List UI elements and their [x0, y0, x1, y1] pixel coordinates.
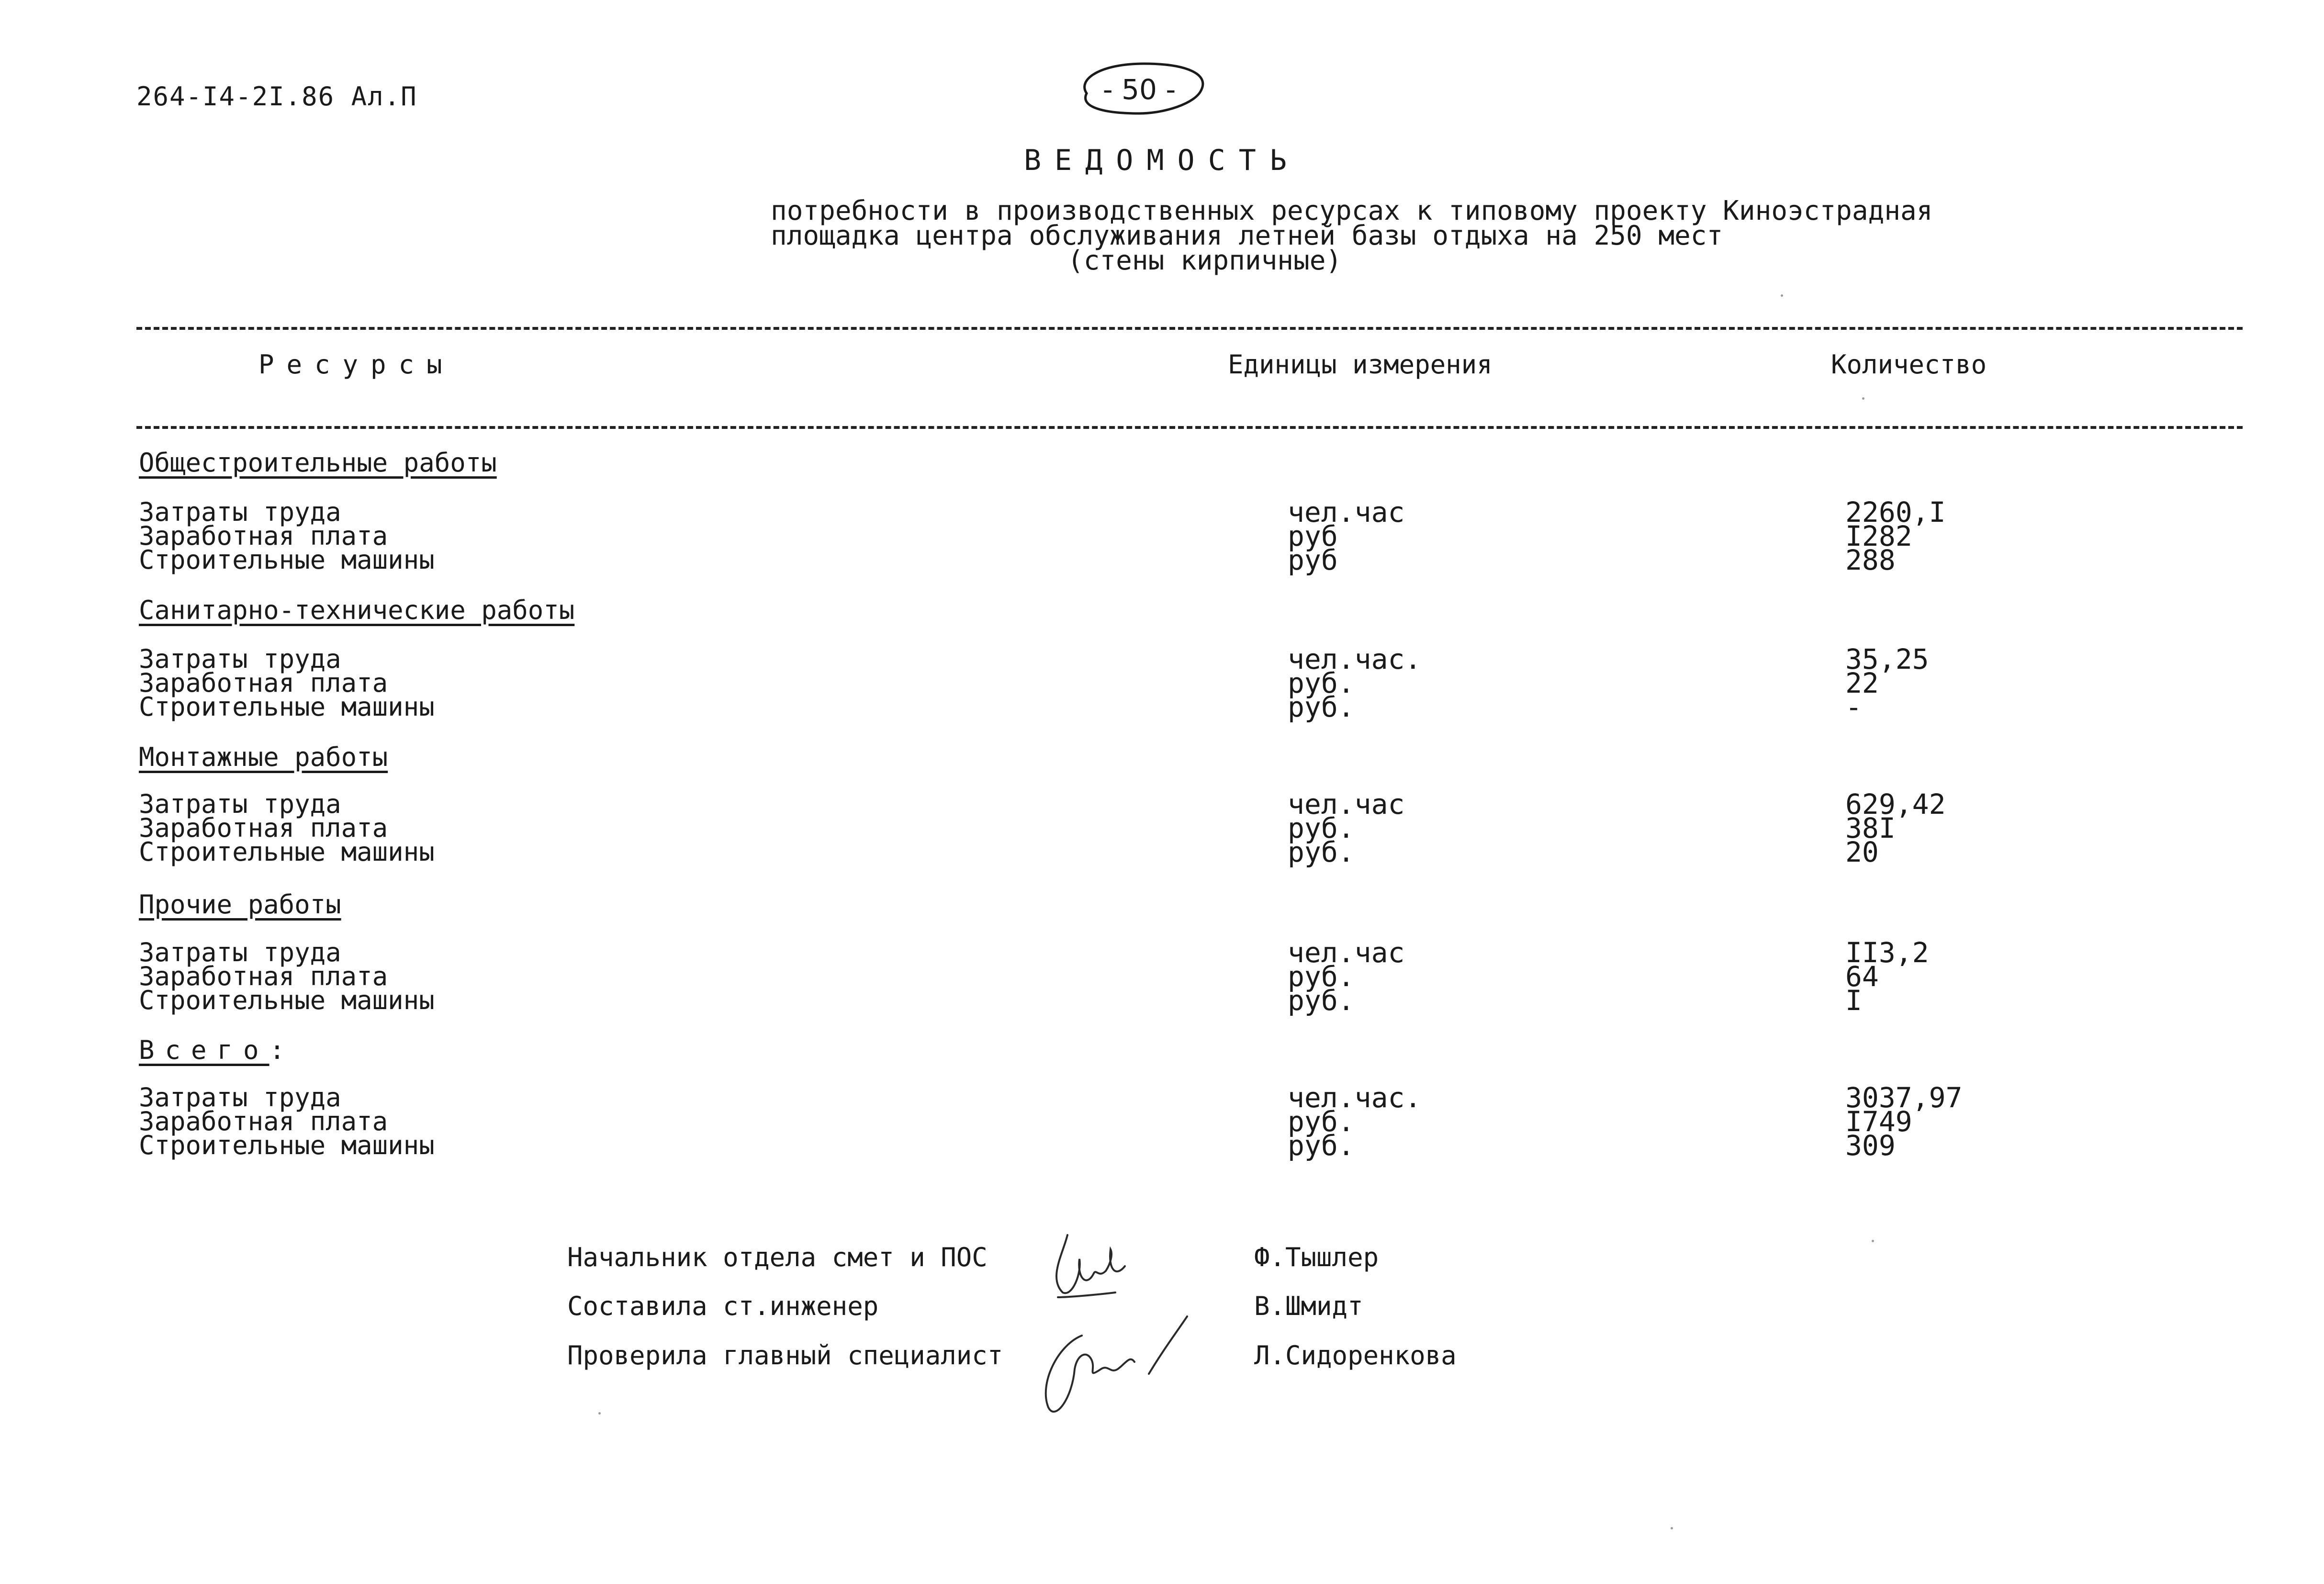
row-unit: руб. [1288, 667, 1355, 699]
row-unit: чел.час. [1288, 1081, 1422, 1114]
subtitle-line-2: площадка центра обслуживания летней базы отдыха на 250 мест [771, 220, 1723, 251]
section-row-units [1288, 936, 1405, 1017]
row-name: Заработная плата [139, 668, 388, 698]
section-row-units [1288, 1081, 1422, 1162]
section-title: Всего [139, 1035, 269, 1065]
section-title: Общестроительные работы [139, 448, 497, 478]
document-code: 264-I4-2I.86 Ал.П [136, 81, 417, 112]
section-row-quantities [1845, 496, 1946, 576]
row-unit: руб. [1288, 812, 1355, 844]
scan-speck [1872, 1240, 1874, 1242]
row-quantity: 64 [1845, 960, 1879, 993]
row-quantity: 2260,I [1845, 496, 1946, 528]
signatory-role: Составила ст.инженер [567, 1291, 879, 1321]
section-row-units [1288, 643, 1422, 723]
section-title: Монтажные работы [139, 742, 388, 772]
handwritten-signature [1029, 1225, 1211, 1427]
section-row-quantities [1845, 936, 1929, 1017]
row-unit: руб. [1288, 1129, 1355, 1162]
section-row-quantities [1845, 788, 1946, 868]
scan-speck [598, 1412, 601, 1415]
row-name: Строительные машины [139, 1130, 435, 1160]
row-name: Заработная плата [139, 521, 388, 551]
row-quantity: 629,42 [1845, 788, 1946, 820]
row-unit: руб [1288, 544, 1338, 576]
section-row-names [139, 789, 435, 867]
row-name: Затраты труда [139, 1082, 341, 1112]
row-name: Затраты труда [139, 644, 341, 674]
scan-speck [1781, 294, 1783, 297]
row-quantity: 22 [1845, 667, 1879, 699]
row-quantity: - [1845, 691, 1862, 723]
section-row-quantities [1845, 1081, 1963, 1162]
row-unit: чел.час [1288, 936, 1405, 969]
row-name: Строительные машины [139, 837, 435, 867]
row-quantity: I282 [1845, 520, 1912, 552]
section-row-units [1288, 788, 1405, 868]
total-section-header [139, 1035, 285, 1065]
scan-speck [1671, 1527, 1673, 1529]
section-title: Прочие работы [139, 889, 341, 920]
table-top-divider [136, 327, 2243, 330]
signatory-role: Проверила главный специалист [567, 1340, 1003, 1371]
table-header-divider [136, 426, 2243, 429]
row-name: Затраты труда [139, 497, 341, 527]
row-unit: руб. [1288, 691, 1355, 723]
row-unit: руб. [1288, 984, 1355, 1017]
row-unit: руб. [1288, 960, 1355, 993]
row-unit: чел.час. [1288, 643, 1422, 675]
section-row-names [139, 1082, 435, 1160]
row-unit: руб. [1288, 836, 1355, 868]
column-header-resources: Ресурсы [258, 349, 455, 380]
section-title: Санитарно-технические работы [139, 595, 575, 625]
section-title-suffix: : [269, 1035, 285, 1065]
row-name: Строительные машины [139, 545, 435, 575]
section-row-units [1288, 496, 1405, 576]
column-header-quantity: Количество [1831, 349, 1987, 380]
row-quantity: 309 [1845, 1129, 1896, 1162]
row-quantity: I [1845, 984, 1862, 1017]
row-quantity: II3,2 [1845, 936, 1929, 969]
row-quantity: 288 [1845, 544, 1896, 576]
row-unit: руб [1288, 520, 1338, 552]
section-row-names [139, 644, 435, 722]
section-row-names [139, 497, 435, 575]
row-name: Заработная плата [139, 961, 388, 991]
row-name: Заработная плата [139, 1106, 388, 1136]
row-quantity: I749 [1845, 1105, 1912, 1138]
row-name: Заработная плата [139, 813, 388, 843]
subtitle-line-1: потребности в производственных ресурсах к типовому проекту Киноэстрадная [771, 195, 1933, 226]
row-quantity: 20 [1845, 836, 1879, 868]
page-number: - 50 - [1102, 73, 1176, 106]
document-subtitle [771, 195, 1933, 276]
row-name: Строительные машины [139, 692, 435, 722]
row-quantity: 35,25 [1845, 643, 1929, 675]
row-unit: чел.час [1288, 788, 1405, 820]
signatory-name: В.Шмидт [1254, 1291, 1363, 1321]
row-unit: чел.час [1288, 496, 1405, 528]
page-number-stamp [1067, 60, 1211, 117]
signatory-role: Начальник отдела смет и ПОС [567, 1242, 988, 1272]
row-quantity: 3037,97 [1845, 1081, 1963, 1114]
signatory-name: Л.Сидоренкова [1254, 1340, 1457, 1371]
scan-speck [1862, 397, 1864, 400]
row-name: Затраты труда [139, 789, 341, 819]
row-name: Строительные машины [139, 985, 435, 1015]
document-title: ВЕДОМОСТЬ [1023, 144, 1301, 177]
row-unit: руб. [1288, 1105, 1355, 1138]
section-row-quantities [1845, 643, 1929, 723]
column-header-units: Единицы измерения [1228, 349, 1493, 380]
subtitle-line-3: (стены кирпичные) [1067, 245, 1342, 276]
row-name: Затраты труда [139, 937, 341, 967]
section-row-names [139, 937, 435, 1015]
signatory-name: Ф.Тышлер [1254, 1242, 1379, 1272]
row-quantity: 38I [1845, 812, 1896, 844]
